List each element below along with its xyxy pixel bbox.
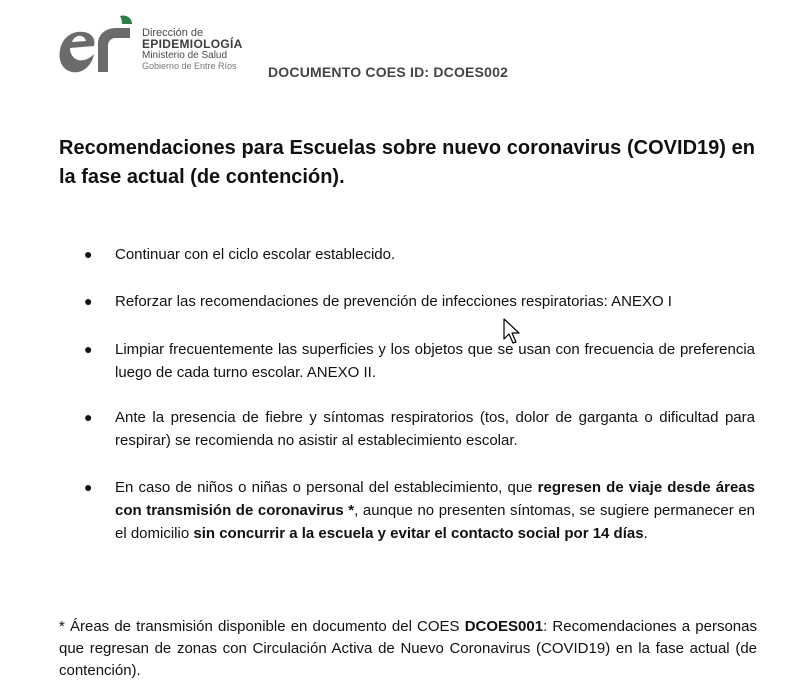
footnote: [59, 616, 757, 682]
list-item-text: [115, 476, 755, 545]
list-item-text: Reforzar las recomendaciones de prevención de infecciones respiratorias: ANEXO I: [115, 293, 672, 310]
bold-segment: regresen de viaje desde áreas con transmisión de coronavirus *: [115, 479, 755, 519]
bullet-icon: ●: [84, 409, 93, 425]
list-item-text: Limpiar frecuentemente las superficies y los objetos que se usan con frecuencia de preferencia luego de cada turno escolar. ANEXO II.: [115, 341, 755, 381]
list-item-text: Continuar con el ciclo escolar establecido.: [115, 246, 396, 263]
bullet-icon: ●: [84, 246, 93, 262]
text-segment: En caso de niños o niñas o personal del establecimiento, que: [115, 479, 538, 496]
logo-line-3: Ministerio de Salud: [142, 50, 228, 61]
text-segment: , aunque no presenten síntomas, se sugiere permanecer en el domicilio: [115, 502, 755, 542]
logo-line-2: EPIDEMIOLOGÍA: [142, 37, 243, 51]
logo-line-1: Dirección de: [142, 27, 204, 39]
footnote-text: * Áreas de transmisión disponible en documento del COES: [59, 618, 465, 635]
epidemiologia-logo: [58, 14, 138, 80]
document-title: Recomendaciones para Escuelas sobre nuevo coronavirus (COVID19) en la fase actual (de contención).: [59, 137, 755, 188]
document-id: DOCUMENTO COES ID: DCOES002: [268, 64, 509, 80]
logo-line-4: Gobierno de Entre Ríos: [142, 61, 237, 71]
bullet-icon: ●: [84, 341, 93, 357]
bullet-icon: ●: [84, 293, 93, 309]
text-segment: .: [643, 525, 648, 542]
document-header: [58, 14, 758, 84]
footnote-text: : Recomendaciones a personas que regresan de zonas con Circulación Activa de Nuevo Coronavirus (COVID19) en la fase actual (de contención).: [59, 618, 757, 679]
list-item-text: Ante la presencia de fiebre y síntomas respiratorios (tos, dolor de garganta o dificultad para respirar) se recomienda no asistir al establecimiento escolar.: [115, 409, 755, 449]
bullet-icon: ●: [84, 479, 93, 495]
bold-segment: sin concurrir a la escuela y evitar el contacto social por 14 días: [193, 525, 644, 542]
mouse-cursor-icon: [503, 318, 521, 344]
logo-text: [142, 28, 243, 72]
footnote-doc-ref: DCOES001: [464, 618, 544, 635]
